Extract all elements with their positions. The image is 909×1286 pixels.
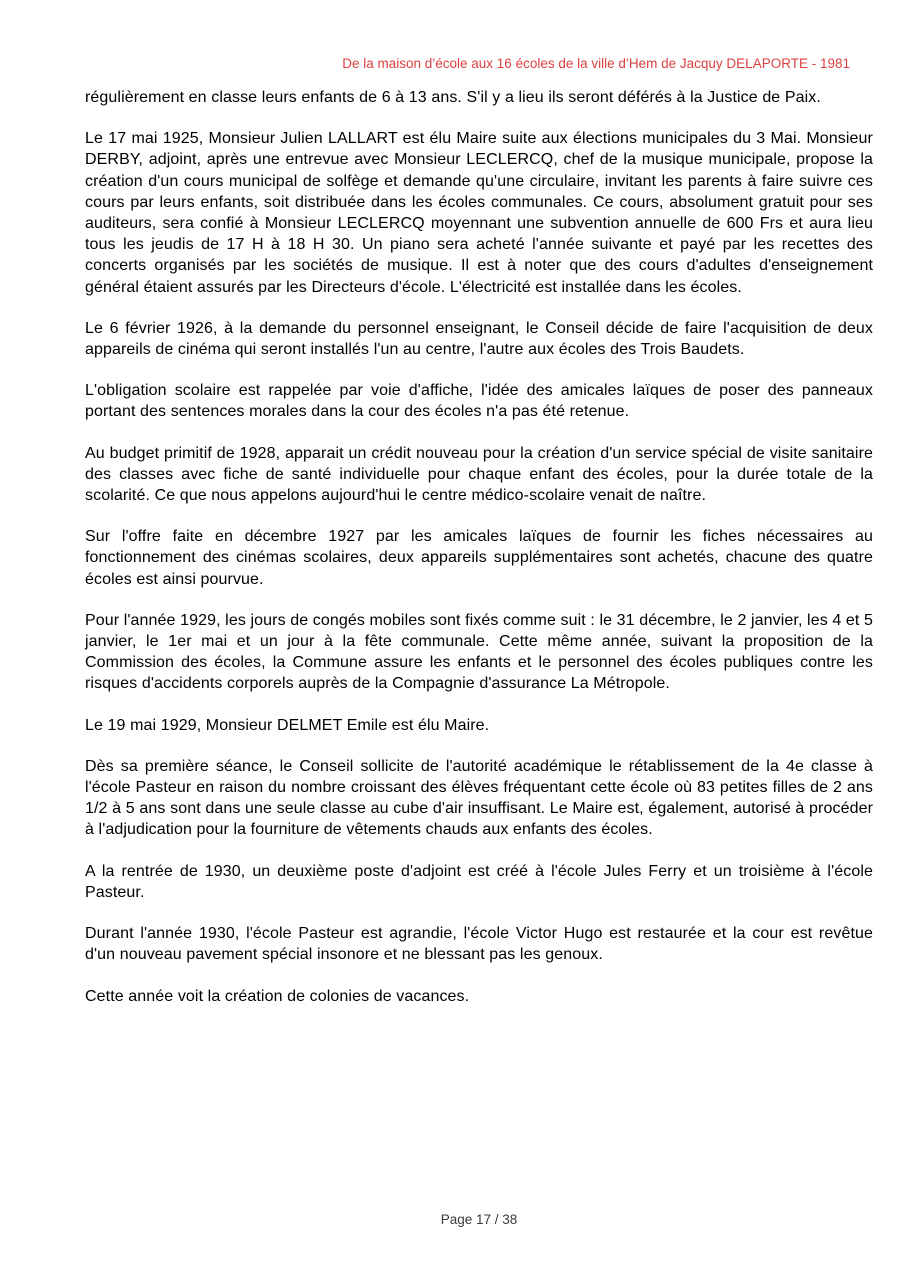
document-body	[85, 87, 873, 1027]
paragraph: Pour l'année 1929, les jours de congés mobiles sont fixés comme suit : le 31 décembre, le 2 janvier, les 4 et 5 janvier, le 1er mai et un jour à la fête communale. Cette même année, suivant la proposition de la Commission des écoles, la Commune assure les enfants et le personnel des écoles publiques contre les risques d'accidents corporels auprès de la Compagnie d'assurance La Métropole.	[85, 611, 873, 693]
paragraph: Dès sa première séance, le Conseil sollicite de l'autorité académique le rétablissement de la 4e classe à l'école Pasteur en raison du nombre croissant des élèves fréquentant cette école où 83 petites filles de 2 ans 1/2 à 5 ans sont dans une seule classe au cube d'air insuffisant. Le Maire est, également, autorisé à procéder à l'adjudication pour la fourniture de vêtements chauds aux enfants des écoles.	[85, 757, 873, 839]
page-number: Page 17 / 38	[440, 1212, 518, 1227]
paragraph: régulièrement en classe leurs enfants de 6 à 13 ans. S'il y a lieu ils seront déférés à la Justice de Paix.	[85, 89, 821, 106]
document-header-title: De la maison d’école aux 16 écoles de la ville d’Hem de Jacquy DELAPORTE - 1981	[342, 56, 850, 71]
paragraph: Durant l'année 1930, l'école Pasteur est agrandie, l'école Victor Hugo est restaurée et la cour est revêtue d'un nouveau pavement spécial insonore et ne blessant pas les genoux.	[85, 925, 873, 964]
paragraph: Le 6 février 1926, à la demande du personnel enseignant, le Conseil décide de faire l'acquisition de deux appareils de cinéma qui seront installés l'un au centre, l'autre aux écoles des Trois Baudets.	[85, 319, 873, 359]
paragraph: L'obligation scolaire est rappelée par voie d'affiche, l'idée des amicales laïques de poser des panneaux portant des sentences morales dans la cour des écoles n'a pas été retenue.	[85, 382, 873, 421]
paragraph: Au budget primitif de 1928, apparait un crédit nouveau pour la création d'un service spécial de visite sanitaire des classes avec fiche de santé individuelle pour chaque enfant des écoles, pour la durée totale de la scolarité. Ce que nous appelons aujourd'hui le centre médico-scolaire venait de naître.	[85, 444, 873, 505]
paragraph: A la rentrée de 1930, un deuxième poste d'adjoint est créé à l'école Jules Ferry et un troisième à l'école Pasteur.	[85, 862, 873, 901]
paragraph: Cette année voit la création de colonies de vacances.	[85, 987, 470, 1005]
paragraph: Sur l'offre faite en décembre 1927 par les amicales laïques de fournir les fiches nécessaires au fonctionnement des cinémas scolaires, deux appareils supplémentaires sont achetés, chacune des quatre écoles est ainsi pourvue.	[85, 528, 873, 588]
paragraph: Le 17 mai 1925, Monsieur Julien LALLART est élu Maire suite aux élections municipales du 3 Mai. Monsieur DERBY, adjoint, après une entrevue avec Monsieur LECLERCQ, chef de la musique municipale, propose la création d'un cours municipal de solfège et demande qu'une circulaire, invitant les parents à faire suivre ces cours par leurs enfants, soit distribuée dans les écoles communales. Ce cours, absolument gratuit pour ses auditeurs, sera confié à Monsieur LECLERCQ moyennant une subvention annuelle de 600 Frs et aura lieu tous les jeudis de 17 H à 18 H 30. Un piano sera acheté l'année suivante et payé par les recettes des concerts organisés par les sociétés de musique. Il est à noter que des cours d'adultes d'enseignement général étaient assurés par les Directeurs d'école. L'électricité est installée dans les écoles.	[85, 130, 873, 296]
paragraph: Le 19 mai 1929, Monsieur DELMET Emile est élu Maire.	[85, 716, 490, 734]
